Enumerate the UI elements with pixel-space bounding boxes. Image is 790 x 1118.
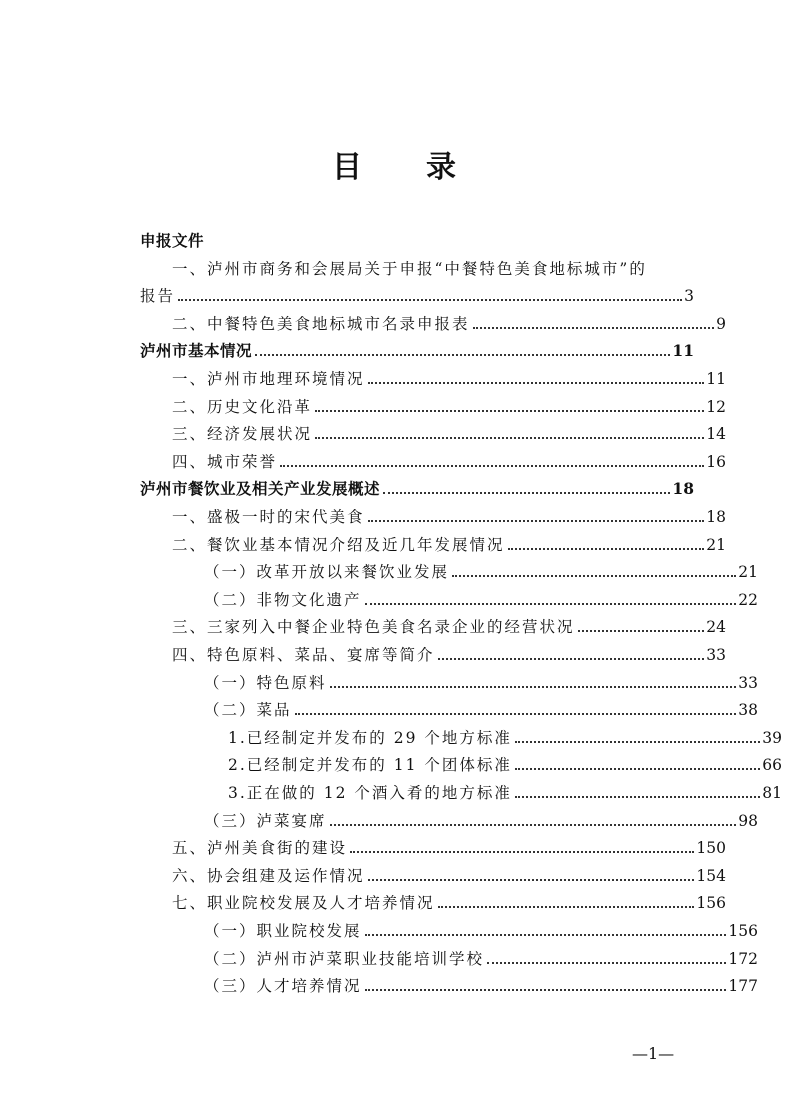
toc-entry-page: 21 [738,563,758,582]
toc-entry [140,335,694,361]
toc-entry [140,887,726,913]
toc-entry-title: （二）非物文化遗产 [204,590,362,609]
title-char-2: 录 [426,150,458,185]
toc-leader-dots [438,906,695,908]
toc-entry-page: 39 [762,728,782,747]
toc-entry-page: 150 [696,839,726,858]
toc-entry-title: （二）菜品 [204,701,292,720]
toc-entry [140,529,726,555]
toc-entry-title: 一、泸州市地理环境情况 [172,370,365,388]
page-number: —1— [632,1044,675,1063]
toc-entry-title: 四、城市荣誉 [172,452,278,471]
toc-leader-dots [295,713,737,715]
toc-entry-title: 二、中餐特色美食地标城市名录申报表 [172,314,470,333]
toc-entry-page: 11 [672,341,694,361]
toc-entry-page: 12 [706,397,726,416]
toc-entry-page: 38 [738,701,758,720]
toc-entry [140,225,694,251]
toc-leader-dots [330,824,737,826]
toc-entry [140,556,758,582]
toc-entry [140,722,782,748]
toc-entry [140,777,782,803]
toc-entry-page: 81 [762,784,782,802]
toc-entry-title: （一）特色原料 [204,673,327,692]
toc-entry-page: 156 [696,894,726,913]
toc-leader-dots [515,796,760,798]
toc-entry [140,611,726,637]
toc-entry-page: 22 [738,590,758,609]
toc-entry [140,970,758,996]
toc-leader-dots [315,410,704,412]
toc-entry [140,253,726,279]
toc-entry-title: （一）职业院校发展 [204,922,362,940]
toc-leader-dots [350,851,694,853]
toc-entry [140,280,694,306]
toc-entry-title: 申报文件 [140,232,205,250]
toc-entry [140,694,758,720]
toc-entry-title: 四、特色原料、菜品、宴席等简介 [172,646,435,664]
toc-entry-title: 一、盛极一时的宋代美食 [172,508,365,526]
toc-entry [140,667,758,693]
toc-leader-dots [473,327,715,329]
toc-entry-title: （三）泸菜宴席 [204,811,327,830]
toc-entry-title: 一、泸州市商务和会展局关于申报“中餐特色美食地标城市”的 [172,259,647,278]
toc-entry-title: 三、经济发展状况 [172,425,313,444]
toc-leader-dots [508,548,705,550]
toc-leader-dots [365,934,727,936]
toc-entry-page: 98 [738,811,758,830]
toc-entry [140,363,726,389]
toc-entry [140,584,758,610]
toc-entry [140,391,726,417]
toc-leader-dots [383,492,670,494]
toc-entry-page: 9 [716,314,726,333]
toc-leader-dots [365,603,737,605]
toc-leader-dots [280,465,704,467]
toc-leader-dots [515,741,760,743]
toc-entry [140,308,726,334]
toc-entry-page: 156 [728,922,758,940]
toc-entry-title: （一）改革开放以来餐饮业发展 [204,563,450,582]
toc-entry-page: 66 [762,756,782,775]
toc-entry [140,446,726,472]
toc-entry-title: 报告 [140,287,176,306]
toc-entry-page: 177 [728,977,758,996]
toc-leader-dots [368,879,695,881]
toc-leader-dots [315,437,704,439]
page-title [0,142,790,186]
toc-leader-dots [178,299,682,301]
toc-leader-dots [438,658,705,660]
toc-entry [140,832,726,858]
toc-entry-page: 11 [706,370,726,388]
toc-leader-dots [368,520,705,522]
toc-entry-page: 21 [706,535,726,554]
toc-entry-title: 1.已经制定并发布的 29 个地方标准 [228,728,512,747]
toc-entry [140,749,782,775]
toc-entry-page: 33 [738,673,758,692]
toc-entry-page: 18 [706,508,726,526]
toc-entry-title: 泸州市餐饮业及相关产业发展概述 [140,480,381,499]
toc-entry [140,473,694,499]
toc-leader-dots [515,768,760,770]
toc-leader-dots [487,962,726,964]
toc-entry-page: 16 [706,452,726,471]
toc-entry-title: 六、协会组建及运作情况 [172,866,365,885]
toc-entry-title: 2.已经制定并发布的 11 个团体标准 [228,756,512,775]
toc-entry-title: 七、职业院校发展及人才培养情况 [172,894,435,913]
title-char-1: 目 [332,150,364,185]
toc-entry-page: 154 [696,866,726,885]
toc-leader-dots [330,686,737,688]
toc-entry-page: 172 [728,949,758,968]
toc-entry-title: 五、泸州美食街的建设 [172,839,348,858]
toc-entry [140,501,726,527]
toc-entry-page: 14 [706,425,726,444]
toc-entry [140,860,726,886]
toc-entry-title: 二、历史文化沿革 [172,397,313,416]
toc-leader-dots [578,630,705,632]
toc-entry-page: 33 [706,646,726,664]
toc-entry-page: 3 [684,287,694,306]
toc-entry-title: 3.正在做的 12 个酒入肴的地方标准 [228,784,512,802]
toc-entry-title: （二）泸州市泸菜职业技能培训学校 [204,949,485,968]
toc-entry [140,418,726,444]
toc-entry-title: （三）人才培养情况 [204,977,362,996]
toc-entry-title: 二、餐饮业基本情况介绍及近几年发展情况 [172,535,505,554]
toc-leader-dots [365,989,727,991]
toc-entry-page: 24 [706,618,726,637]
toc-entry-title: 三、三家列入中餐企业特色美食名录企业的经营状况 [172,618,575,637]
toc-entry-page: 18 [672,479,694,499]
toc-leader-dots [255,354,670,356]
toc-entry [140,943,758,969]
toc-entry [140,915,758,941]
toc-entry [140,639,726,665]
toc-leader-dots [368,382,705,384]
toc-entry [140,805,758,831]
toc-leader-dots [452,575,736,577]
toc-entry-title: 泸州市基本情况 [140,342,253,361]
